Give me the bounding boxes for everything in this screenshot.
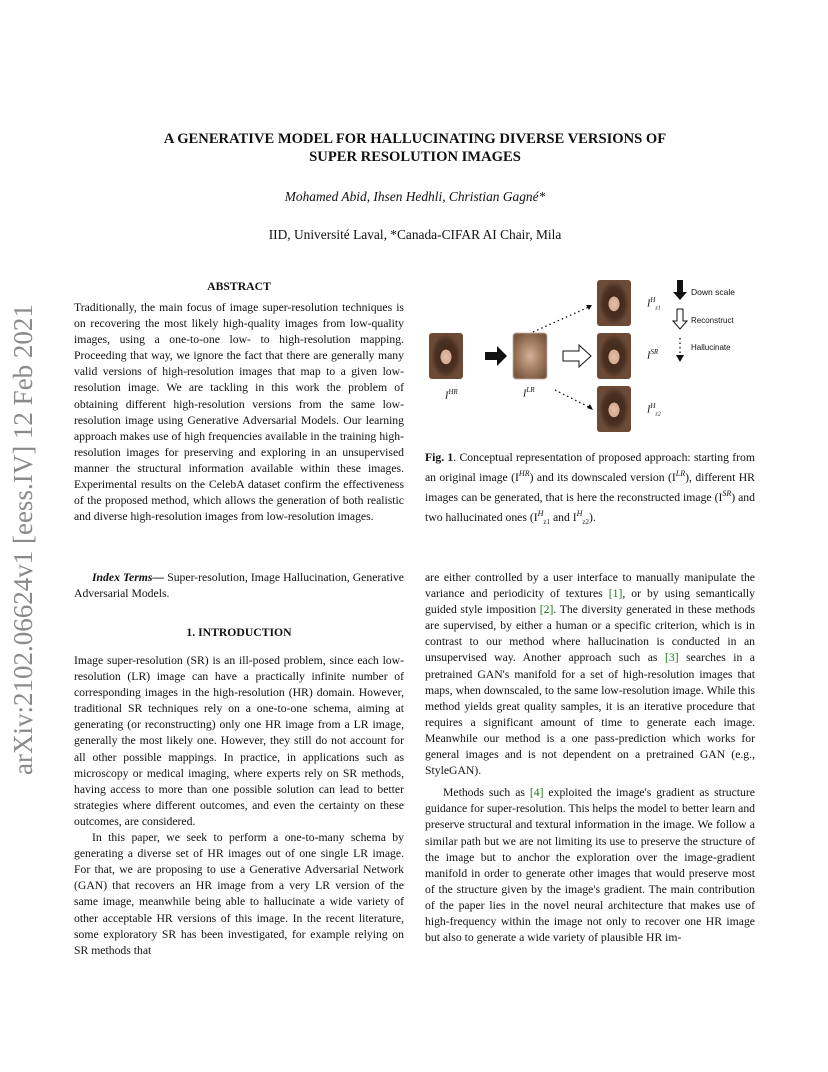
hallucinate-arrow-bottom bbox=[555, 390, 591, 408]
figure-1 bbox=[425, 276, 755, 426]
reconstruct-arrow bbox=[563, 345, 591, 367]
abstract-section bbox=[74, 280, 404, 525]
abstract-heading: ABSTRACT bbox=[207, 280, 271, 293]
arxiv-stamp: arXiv:2102.06624v1 [eess.IV] 12 Feb 2021 bbox=[8, 304, 38, 775]
downscale-arrow bbox=[485, 346, 507, 366]
title-line-1: A GENERATIVE MODEL FOR HALLUCINATING DIVERSE VERSIONS OF bbox=[163, 131, 667, 147]
right-paragraph-1: are either controlled by a user interface to manually manipulate the variance and periodicity of textures [1], or by using semantically guided style imposition [2]. The diversity generated in these methods are supervised, by either a human or a specific criterion, which is in contrast to our method where hallucination is conducted in an unsupervised way. Another approach such as [3] searches in a pretrained GAN's manifold for a set of high-resolution images that maps, when downscaled, to the same low-resolution image. While this method yields great quality samples, it is an iterative procedure that requires a significant amount of time to generate each image. Meanwhile our method is a one pass-prediction which works for general images and is not dependent on a pretrained GAN (e.g., StyleGAN). bbox=[425, 571, 756, 778]
legend-reconstruct-icon bbox=[673, 309, 687, 329]
label-ilr: $I^{LR}$ bbox=[523, 386, 535, 400]
citation-2[interactable]: [2] bbox=[539, 603, 554, 617]
right-paragraph-2: Methods such as [4] exploited the image's gradient as structure guidance for super-resolution. This helps the model to better learn and preserve structural and textural information in the image. We follow a similar path but we are not limiting its use to preserve the structure of the image but to anchor the exploration over the image-gradient manifold in order to generate other images that would preserve most of the structure given by the image's gradient. The main contribution of the paper lies in the novel neural architecture that makes use of high-frequency within the image not only to recover one HR image but also to generate a wide variety of plausible HR im- bbox=[425, 786, 755, 945]
affiliation: IID, Université Laval, *Canada-CIFAR AI Chair, Mila bbox=[268, 227, 562, 242]
intro-section bbox=[74, 626, 404, 959]
authors: Mohamed Abid, Ihsen Hedhli, Christian Gagné* bbox=[284, 189, 546, 204]
lr-face-image bbox=[513, 333, 547, 379]
label-ih1: $I^H_{z1}$ bbox=[647, 296, 661, 312]
label-ihr: $I^{HR}$ bbox=[445, 388, 458, 402]
index-terms bbox=[74, 570, 404, 602]
hallucinated-face-1 bbox=[597, 280, 631, 326]
hallucinate-arrow-top bbox=[533, 306, 591, 332]
intro-paragraph-1: Image super-resolution (SR) is an ill-posed problem, since each low-resolution (LR) image can have a practically infinite number of corresponding images in the high-resolution (HR) domain. However, traditional SR techniques rely on a one-to-one schema, aiming at generating (or reconstructing) only one HR image from a LR image, generally the most likely one. However, they still do not account for all other possible mappings. In practice, in applications such as microscopy or medical imaging, where experts rely on SR methods, having access to more than one possible solution can lead to better strategies where different outcomes, and even the certainty on these outcomes, are considered. bbox=[74, 654, 404, 828]
caption-label: Fig. 1 bbox=[425, 451, 454, 464]
hallucinated-face-2 bbox=[597, 386, 631, 432]
figure-caption: Fig. 1. Conceptual representation of proposed approach: starting from an original image $(I^{HR})$ and its downscaled version $(I^{LR})$, different HR images can be generated, that is here the reconstructed image $(I^{SR})$ and two hallucinated ones ($I^H_{z1}$ and $I^H_{z2}$). bbox=[425, 451, 755, 527]
legend-downscale-label: Down scale bbox=[691, 287, 735, 297]
citation-4[interactable]: [4] bbox=[529, 786, 544, 800]
label-ih2: $I^H_{z2}$ bbox=[647, 402, 661, 418]
citation-1[interactable]: [1] bbox=[608, 587, 623, 601]
index-terms-label: Index Terms— bbox=[92, 571, 165, 584]
abstract-text: Traditionally, the main focus of image super-resolution techniques is on recovering the most likely high-quality images from low-quality images, using a one-to-one low- to high-resolution mapping. Proceeding that way, we ignore the fact that there are generally many valid versions of high-resolution images that map to a given low-resolution image. We are tackling in this work the problem of obtaining different high-resolution versions from the same low-resolution image using Generative Adversarial Models. Our learning approach makes use of high frequencies available in the training high-resolution images for preserving and exploring in an unsupervised manner the structural information available within these images. Experimental results on the CelebA dataset confirm the effectiveness of the proposed method, which allows the generation of both realistic and diverse high-resolution images from low-resolution images. bbox=[74, 301, 404, 524]
legend-hallucinate-label: Hallucinate bbox=[691, 343, 731, 352]
intro-heading: 1. INTRODUCTION bbox=[186, 626, 292, 639]
citation-3[interactable]: [3] bbox=[664, 651, 679, 665]
hr-face-image bbox=[429, 333, 463, 379]
index-terms-text: Super-resolution, Image Hallucination, Generative Adversarial Models. bbox=[74, 571, 404, 601]
sr-face-image bbox=[597, 333, 631, 379]
legend-downscale-icon bbox=[673, 280, 687, 300]
intro-paragraph-2: In this paper, we seek to perform a one-to-many schema by generating a diverse set of HR images out of one single LR image. For that, we are proposing to use a Generative Adversarial Network (GAN) that recovers an HR image from a very LR version of the same image, meanwhile being able to hallucinate a wide variety of other acceptable HR versions of this image. In the recent literature, some exploratory SR has been investigated, for example relying on SR methods that bbox=[74, 831, 404, 957]
legend-reconstruct-label: Reconstruct bbox=[691, 316, 734, 325]
label-isr: $I^{SR}$ bbox=[647, 348, 659, 362]
paper-title bbox=[100, 130, 730, 166]
right-column-text bbox=[425, 570, 755, 946]
title-line-2: SUPER RESOLUTION IMAGES bbox=[309, 149, 521, 165]
